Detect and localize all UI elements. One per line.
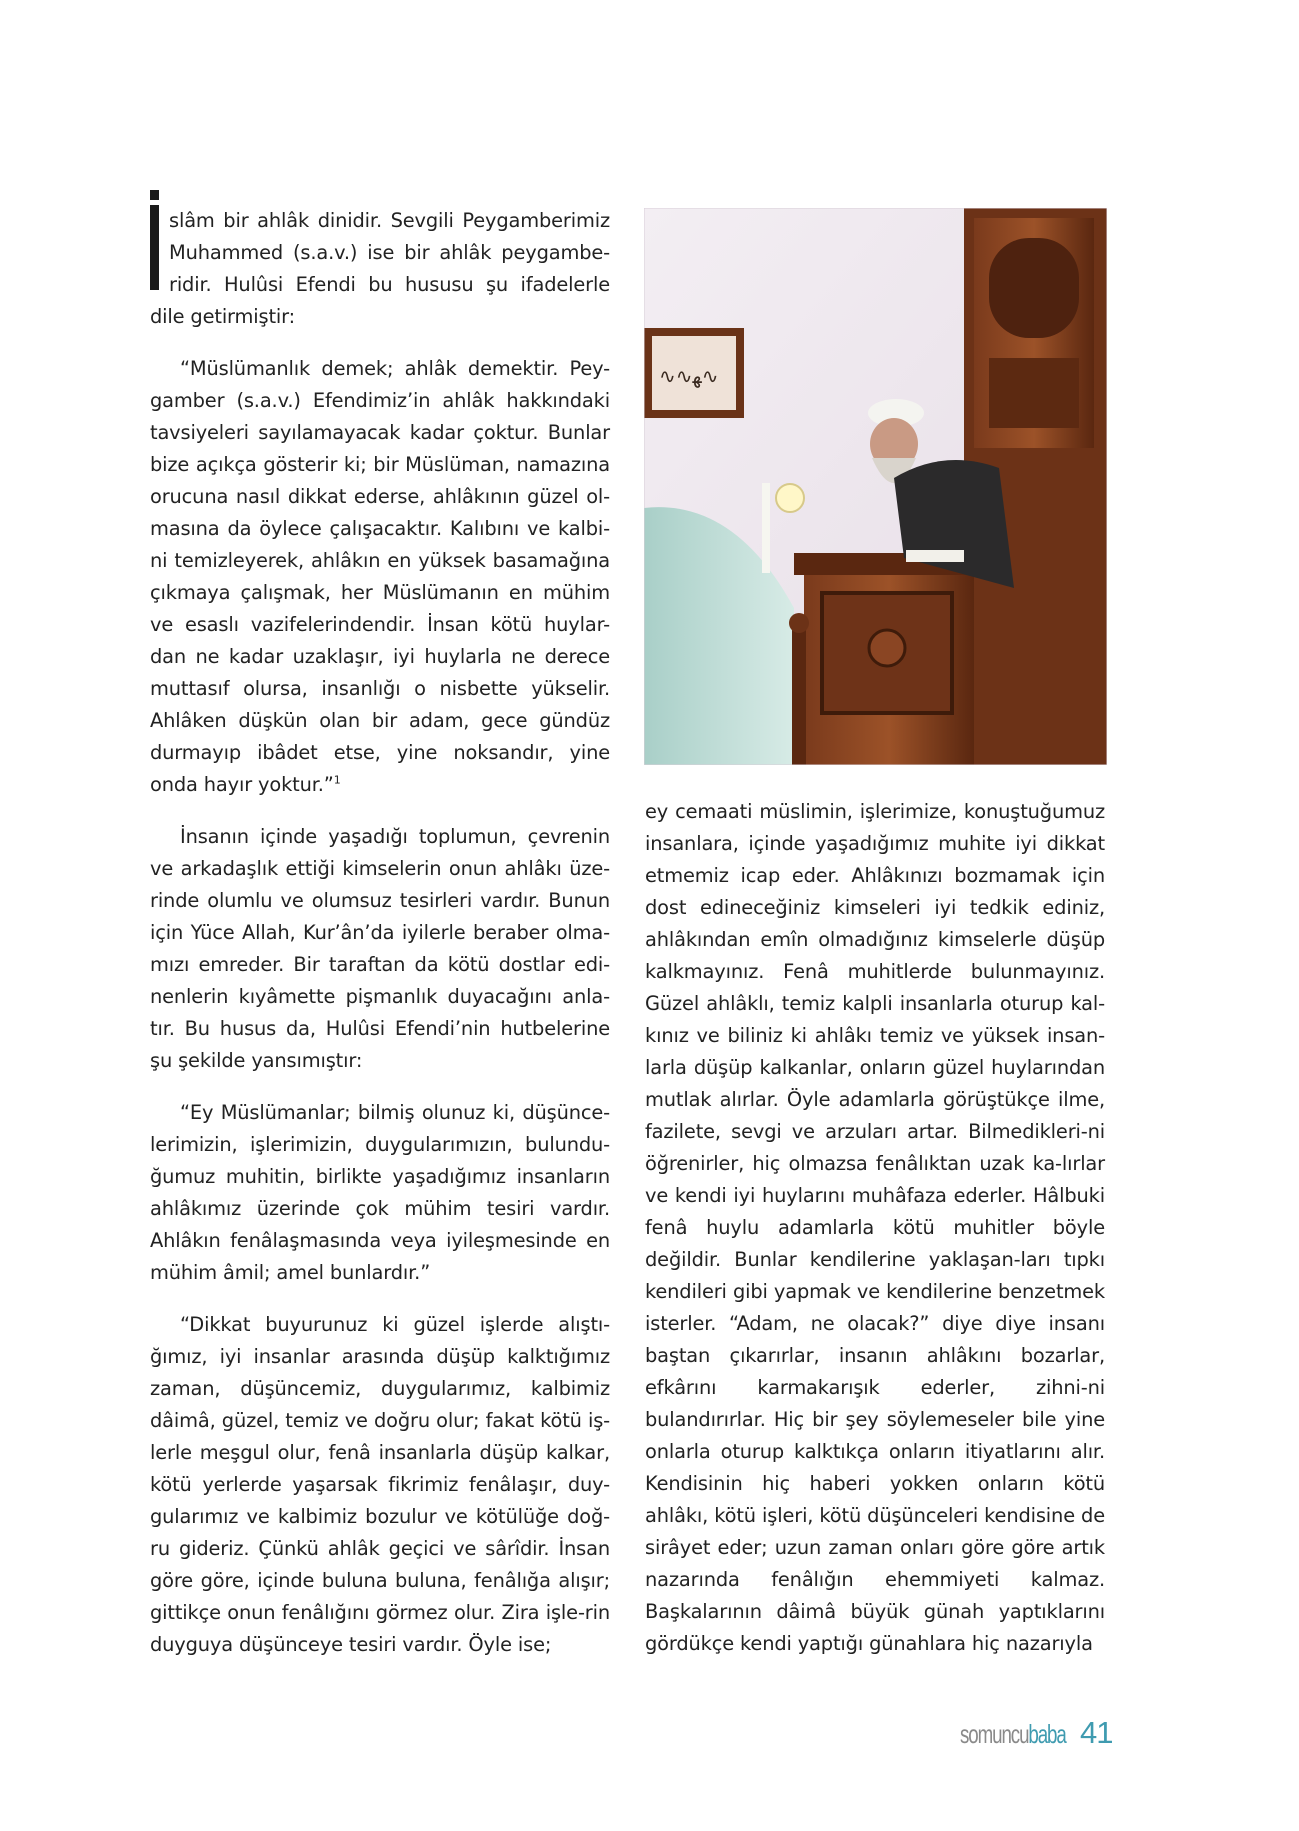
svg-text:∿∿ﮭ∿: ∿∿ﮭ∿ (659, 364, 719, 388)
right-text-column (645, 796, 1105, 1660)
intro-rest: Muhammed (s.a.v.) ise bir ahlâk peygambe-ridir. Hulûsi Efendi bu hususu şu ifadelerle dile getirmiştir: (150, 241, 610, 328)
intro-paragraph (150, 205, 610, 333)
brand-part-baba: baba (1028, 1719, 1066, 1749)
quote-paragraph-2: “Ey Müslümanlar; bilmiş olunuz ki, düşünce-lerimizin, işlerimizin, duygularımızın, bulundu-ğumuz muhitin, birlikte yaşadığımız insanların ahlâkımız üzerinde çok mühim tesiri vardır. Ahlâkın fenâlaşmasında veya iyileşmesinde en mühim âmil; amel bunlardır.” (150, 1101, 610, 1284)
quote-paragraph-3: “Dikkat buyurunuz ki güzel işlerde alıştı-ğımız, iyi insanlar arasında düşüp kalktığımız zaman, düşüncemiz, duygularımız, kalbimiz dâimâ, güzel, temiz ve doğru olur; fakat kötü iş-lerle meşgul olur, fenâ insanlarla düşüp kalkar, kötü yerlerde yaşarsak fikrimiz fenâlaşır, duy-gularımız ve kalbimiz bozulur ve kötülüğe doğ-ru gideriz. Çünkü ahlâk geçici ve sârîdir. İnsan göre göre, içinde buluna buluna, fenâlığa alışır; gittikçe onun fenâlığını görmez olur. Zira işle-rin duyguya düşünceye tesiri vardır. Öyle ise; (150, 1313, 610, 1656)
footnote-reference: 1 (333, 773, 341, 787)
quote-1-text: “Müslümanlık demek; ahlâk demektir. Pey-gamber (s.a.v.) Efendimiz’in ahlâk hakkındaki tavsiyeleri sayılamayacak kadar çoktur. Bunlar bize açıkça gösterir ki; bir Müslüman, namazına orucuna nasıl dikkat ederse, ahlâkının güzel ol-masına da öylece çalışacaktır. Kalıbını ve kalbi-ni temizleyerek, ahlâkın en yüksek basamağına çıkmaya çalışmak, her Müslümanın en mühim ve esaslı vazifelerindendir. İnsan kötü huylar-dan ne kadar uzaklaşır, iyi huylarla ne derece muttasıf olursa, insanlığı o nisbette yükselir. Ahlâken düşkün olan bir adam, gece gündüz durmayıp ibâdet etse, yine noksandır, yine onda hayır yoktur.” (150, 357, 610, 796)
intro-first-line: slâm bir ahlâk dinidir. Sevgili Peygamberimiz (169, 209, 610, 232)
dropcap-letter (150, 205, 159, 290)
magazine-brand (960, 1719, 1066, 1750)
page-number: 41 (1080, 1715, 1113, 1750)
quote-paragraph-1 (150, 353, 610, 801)
left-text-column (150, 205, 610, 1661)
right-column-paragraph: ey cemaati müslimin, işlerimize, konuştuğumuz insanlara, içinde yaşadığımız muhite iyi dikkat etmemiz icap eder. Ahlâkınızı bozmamak için dost edineceğiniz kimseleri iyi tedkik ediniz, ahlâkından emîn olmadığınız kimselerle düşüp kalkmayınız. Fenâ muhitlerde bulunmayınız. Güzel ahlâklı, temiz kalpli insanlarla oturup kal-kınız ve biliniz ki ahlâkı temiz ve yüksek insan-larla düşüp kalkanlar, onların güzel huylarından mutlak alırlar. Öyle adamlarla görüştükçe ilme, fazilete, sevgi ve arzuları artar. Bilmedikleri-ni öğrenirler, hiç olmazsa fenâlıktan uzak ka-lırlar ve kendi iyi huylarını muhâfaza ederler. Hâlbuki fenâ huylu adamlarla kötü muhitler böyle değildir. Bunlar kendilerine yaklaşan-ları tıpkı kendileri gibi yapmak ve kendilerine benzetmek isterler. “Adam, ne olacak?” diye diye insanı baştan çıkarırlar, insanın ahlâkını bozarlar, efkârını karmakarışık ederler, zihni-ni bulandırırlar. Hiç bir şey söylemeseler bile yine onlarla oturup kalktıkça onların itiyatlarını alır. Kendisinin hiç haberi yokken onların kötü ahlâkı, kötü işleri, kötü düşünceleri kendisine de sirâyet eder; uzun zaman onları göre göre artık nazarında fenâlığın ehemmiyeti kalmaz. Başkalarının dâimâ büyük günah yaptıklarını gördükçe kendi yaptığı günahlara hiç nazarıyla (645, 800, 1105, 1655)
mosque-pulpit-photo (644, 208, 1107, 765)
brand-part-somuncu: somuncu (960, 1719, 1029, 1749)
body-paragraph-2: İnsanın içinde yaşadığı toplumun, çevrenin ve arkadaşlık ettiği kimselerin onun ahlâkı üze-rinde olumlu ve olumsuz tesirleri vardır. Bunun için Yüce Allah, Kur’ân’da iyilerle beraber olma-mızı emreder. Bir taraftan da kötü dostlar edi-nenlerin kıyâmette pişmanlık duyacağını anla-tır. Bu husus da, Hulûsi Efendi’nin hutbelerine şu şekilde yansımıştır: (150, 825, 610, 1072)
